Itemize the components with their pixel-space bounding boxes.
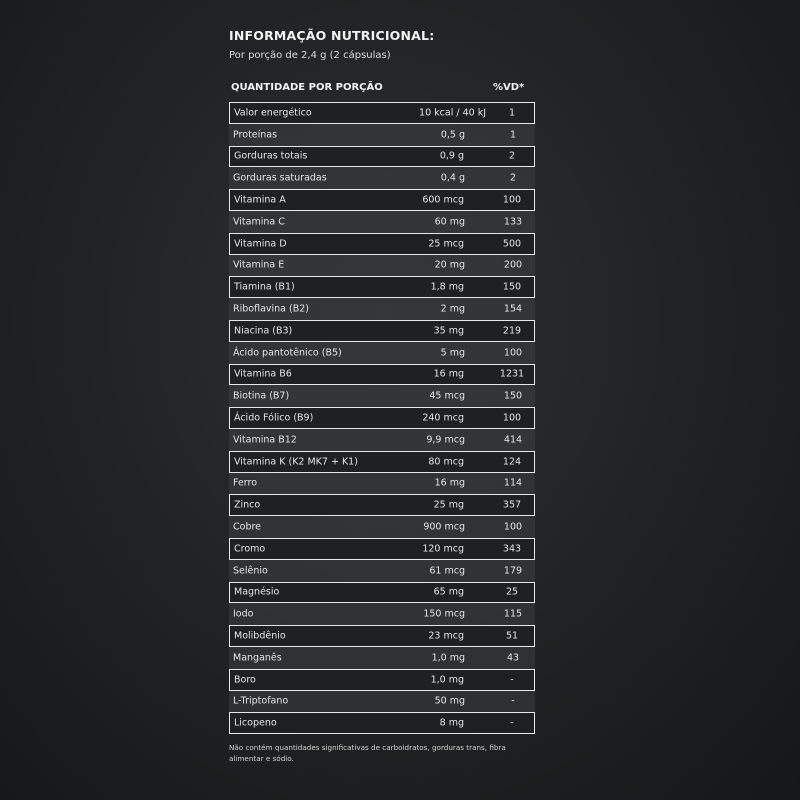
nutrient-name: Valor energético bbox=[234, 107, 312, 119]
nutrient-dv: 414 bbox=[503, 434, 523, 446]
nutrient-dv: 100 bbox=[503, 521, 523, 533]
nutrient-amount: 240 mcg bbox=[422, 412, 464, 424]
nutrient-name: Molibdênio bbox=[234, 630, 286, 642]
nutrition-panel bbox=[229, 28, 539, 729]
nutrient-amount: 16 mg bbox=[433, 368, 464, 380]
table-row bbox=[229, 189, 535, 211]
nutrient-amount: 600 mcg bbox=[422, 194, 464, 206]
nutrient-name: Proteínas bbox=[233, 129, 278, 141]
nutrient-amount: 60 mg bbox=[434, 216, 465, 228]
nutrient-amount: 10 kcal / 40 kJ bbox=[419, 107, 486, 119]
table-row bbox=[229, 538, 535, 560]
dv-column-header: %VD* bbox=[493, 82, 525, 93]
nutrient-name: Riboflavina (B2) bbox=[233, 303, 309, 315]
table-row bbox=[229, 451, 535, 473]
nutrient-dv: 200 bbox=[503, 259, 523, 271]
nutrient-name: Cobre bbox=[233, 521, 262, 533]
table-row bbox=[229, 560, 535, 582]
table-row bbox=[229, 298, 535, 320]
nutrient-dv: 100 bbox=[503, 347, 523, 359]
nutrient-dv: 357 bbox=[502, 499, 522, 511]
nutrient-dv: 343 bbox=[502, 543, 522, 555]
nutrient-dv: 179 bbox=[503, 565, 523, 577]
nutrient-amount: 50 mg bbox=[434, 695, 465, 707]
nutrient-amount: 2 mg bbox=[440, 303, 465, 315]
nutrient-dv: 150 bbox=[502, 281, 522, 293]
table-row bbox=[229, 691, 535, 713]
nutrient-name: Selênio bbox=[233, 565, 268, 577]
nutrient-name: Manganês bbox=[233, 652, 282, 664]
nutrient-amount: 1,0 mg bbox=[431, 652, 465, 664]
nutrient-dv: 150 bbox=[503, 390, 523, 402]
nutrient-name: Biotina (B7) bbox=[233, 390, 290, 402]
nutrient-amount: 25 mcg bbox=[428, 238, 464, 250]
nutrient-dv: 1 bbox=[508, 107, 516, 119]
nutrient-dv: 51 bbox=[505, 630, 519, 642]
nutrient-name: Vitamina K (K2 MK7 + K1) bbox=[234, 456, 358, 468]
nutrient-dv: - bbox=[510, 717, 514, 729]
nutrient-dv: 2 bbox=[509, 172, 517, 184]
nutrient-name: Ácido Fólico (B9) bbox=[234, 412, 314, 424]
nutrient-amount: 1,0 mg bbox=[430, 674, 464, 686]
nutrient-amount: 0,5 g bbox=[440, 129, 465, 141]
table-row bbox=[229, 167, 535, 189]
nutrition-table bbox=[229, 102, 535, 734]
nutrient-dv: 1231 bbox=[499, 368, 525, 380]
page-title: INFORMAÇÃO NUTRICIONAL: bbox=[229, 28, 435, 43]
table-row bbox=[229, 625, 535, 647]
nutrient-amount: 45 mcg bbox=[429, 390, 465, 402]
table-row bbox=[229, 211, 535, 233]
nutrient-amount: 20 mg bbox=[434, 259, 465, 271]
nutrient-dv: 154 bbox=[503, 303, 523, 315]
nutrient-amount: 1,8 mg bbox=[430, 281, 464, 293]
nutrient-amount: 61 mcg bbox=[429, 565, 465, 577]
nutrient-name: Vitamina A bbox=[234, 194, 286, 206]
table-row bbox=[229, 582, 535, 604]
quantity-column-header: QUANTIDADE POR PORÇÃO bbox=[231, 82, 383, 93]
table-row bbox=[229, 124, 535, 146]
nutrient-dv: 25 bbox=[505, 586, 519, 598]
nutrient-name: Vitamina E bbox=[233, 259, 285, 271]
footnote: Não contém quantidades significativas de carboidratos, gorduras trans, fibra alimentar e sódio. bbox=[229, 743, 506, 763]
table-row bbox=[229, 146, 535, 168]
table-row bbox=[229, 320, 535, 342]
nutrient-amount: 16 mg bbox=[434, 477, 465, 489]
nutrient-name: Magnésio bbox=[234, 586, 280, 598]
nutrient-amount: 900 mcg bbox=[423, 521, 465, 533]
nutrient-amount: 0,4 g bbox=[440, 172, 465, 184]
nutrient-name: Iodo bbox=[233, 608, 254, 620]
nutrient-amount: 35 mg bbox=[433, 325, 464, 337]
serving-size: Por porção de 2,4 g (2 cápsulas) bbox=[229, 50, 391, 61]
table-row bbox=[229, 255, 535, 277]
table-row bbox=[229, 669, 535, 691]
nutrient-name: Zinco bbox=[234, 499, 261, 511]
nutrient-dv: 2 bbox=[508, 150, 516, 162]
nutrient-amount: 5 mg bbox=[440, 347, 465, 359]
table-row bbox=[229, 712, 535, 734]
table-row bbox=[229, 603, 535, 625]
nutrient-name: Boro bbox=[234, 674, 256, 686]
nutrient-amount: 25 mg bbox=[433, 499, 464, 511]
nutrient-name: Vitamina D bbox=[234, 238, 287, 250]
table-row bbox=[229, 494, 535, 516]
table-row bbox=[229, 385, 535, 407]
nutrient-name: Vitamina C bbox=[233, 216, 285, 228]
nutrient-name: Tiamina (B1) bbox=[234, 281, 295, 293]
table-row bbox=[229, 516, 535, 538]
nutrient-amount: 0,9 g bbox=[439, 150, 464, 162]
table-row bbox=[229, 364, 535, 386]
nutrient-dv: 1 bbox=[509, 129, 517, 141]
table-header bbox=[229, 82, 534, 96]
nutrient-dv: 115 bbox=[503, 608, 523, 620]
table-row bbox=[229, 102, 535, 124]
nutrient-name: Ácido pantotênico (B5) bbox=[233, 347, 342, 359]
nutrient-amount: 150 mcg bbox=[423, 608, 465, 620]
table-row bbox=[229, 429, 535, 451]
nutrient-dv: 500 bbox=[502, 238, 522, 250]
nutrient-name: Vitamina B12 bbox=[233, 434, 297, 446]
nutrient-amount: 9,9 mcg bbox=[426, 434, 465, 446]
nutrient-dv: 114 bbox=[503, 477, 523, 489]
nutrient-dv: 100 bbox=[502, 412, 522, 424]
table-row bbox=[229, 342, 535, 364]
nutrient-dv: - bbox=[511, 695, 515, 707]
nutrient-name: Niacina (B3) bbox=[234, 325, 293, 337]
nutrient-dv: 133 bbox=[503, 216, 523, 228]
nutrient-name: Vitamina B6 bbox=[234, 368, 292, 380]
table-row bbox=[229, 407, 535, 429]
table-row bbox=[229, 276, 535, 298]
nutrient-amount: 80 mcg bbox=[428, 456, 464, 468]
nutrient-amount: 23 mcg bbox=[428, 630, 464, 642]
nutrient-dv: - bbox=[510, 674, 514, 686]
nutrient-name: Licopeno bbox=[234, 717, 277, 729]
nutrient-name: Gorduras totais bbox=[234, 150, 308, 162]
nutrient-amount: 120 mcg bbox=[422, 543, 464, 555]
table-row bbox=[229, 233, 535, 255]
table-row bbox=[229, 647, 535, 669]
nutrient-name: Ferro bbox=[233, 477, 258, 489]
nutrient-dv: 43 bbox=[506, 652, 520, 664]
nutrient-dv: 100 bbox=[502, 194, 522, 206]
nutrient-dv: 219 bbox=[502, 325, 522, 337]
nutrient-name: Gorduras saturadas bbox=[233, 172, 327, 184]
table-row bbox=[229, 473, 535, 495]
nutrient-name: Cromo bbox=[234, 543, 266, 555]
nutrient-name: L-Triptofano bbox=[233, 695, 289, 707]
nutrient-amount: 8 mg bbox=[439, 717, 464, 729]
nutrient-dv: 124 bbox=[502, 456, 522, 468]
nutrient-amount: 65 mg bbox=[433, 586, 464, 598]
